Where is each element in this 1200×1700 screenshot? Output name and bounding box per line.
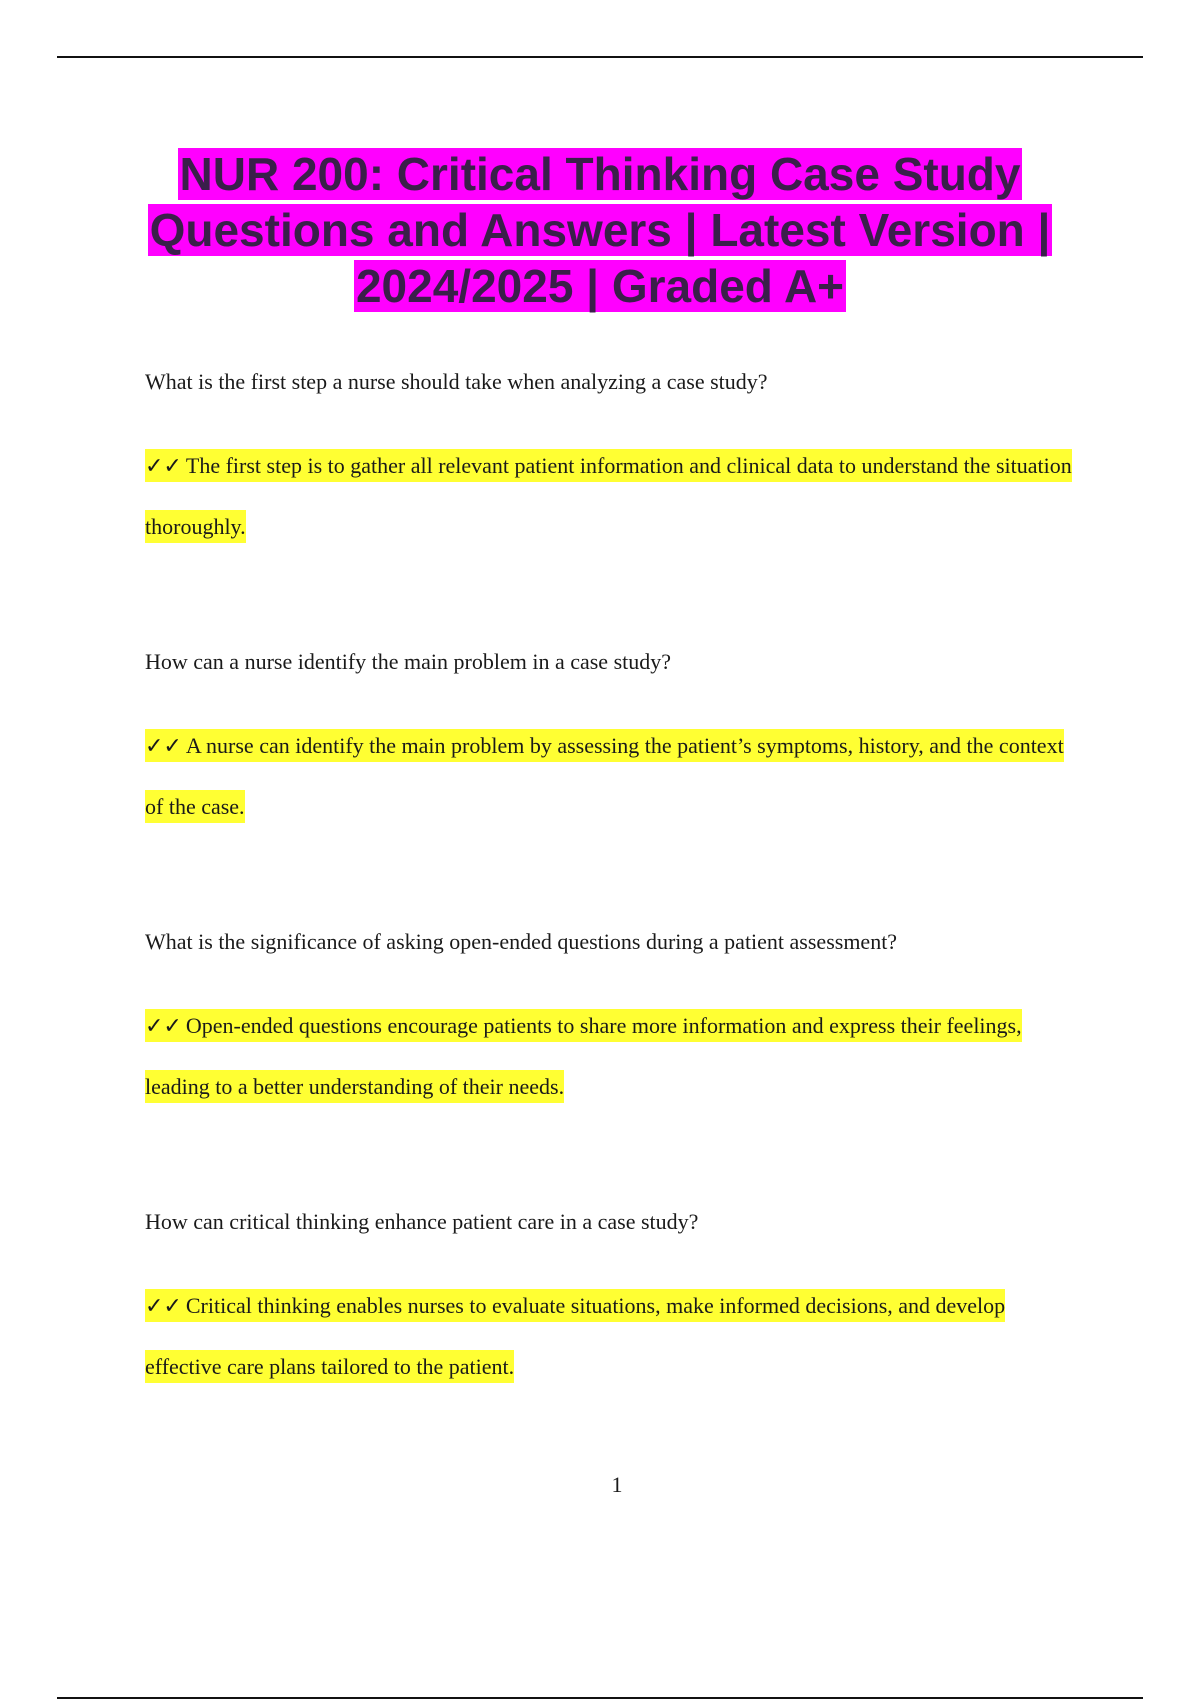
question-text: How can a nurse identify the main problem in a case study? — [145, 649, 672, 674]
answer-text: The first step is to gather all relevant patient information and clinical data to understand the situation thoroughly. — [145, 453, 1072, 539]
qa-block-4 — [145, 1208, 1085, 1397]
answer-highlight — [145, 1289, 1005, 1383]
qa-block-2 — [145, 648, 1085, 837]
double-check-icon: ✓✓ — [145, 734, 182, 759]
question-text: How can critical thinking enhance patient care in a case study? — [145, 1209, 699, 1234]
question-text: What is the significance of asking open-ended questions during a patient assessment? — [145, 929, 898, 954]
double-check-icon: ✓✓ — [145, 1294, 182, 1319]
answer-paragraph — [145, 1276, 1085, 1397]
answer-paragraph — [145, 436, 1085, 557]
top-rule — [57, 56, 1143, 58]
answer-highlight — [145, 449, 1072, 543]
qa-block-1 — [145, 368, 1085, 557]
document-title — [130, 146, 1070, 314]
double-check-icon: ✓✓ — [145, 454, 182, 479]
double-check-icon: ✓✓ — [145, 1014, 182, 1039]
answer-text: Critical thinking enables nurses to evaluate situations, make informed decisions, and develop effective care plans tailored to the patient. — [145, 1293, 1006, 1379]
question-text: What is the first step a nurse should take when analyzing a case study? — [145, 369, 768, 394]
answer-text: A nurse can identify the main problem by assessing the patient’s symptoms, history, and the context of the case. — [145, 733, 1064, 819]
answer-paragraph — [145, 996, 1085, 1117]
answer-highlight — [145, 1009, 1022, 1103]
answer-paragraph — [145, 716, 1085, 837]
answer-text: Open-ended questions encourage patients to share more information and express their feelings, leading to a better understanding of their needs. — [145, 1013, 1022, 1099]
answer-highlight — [145, 729, 1064, 823]
title-highlight: NUR 200: Critical Thinking Case Study Questions and Answers | Latest Version | 2024/2025 | Graded A+ — [149, 148, 1051, 312]
qa-block-3 — [145, 928, 1085, 1117]
bottom-rule — [57, 1697, 1143, 1699]
page-number: 1 — [611, 1472, 623, 1497]
